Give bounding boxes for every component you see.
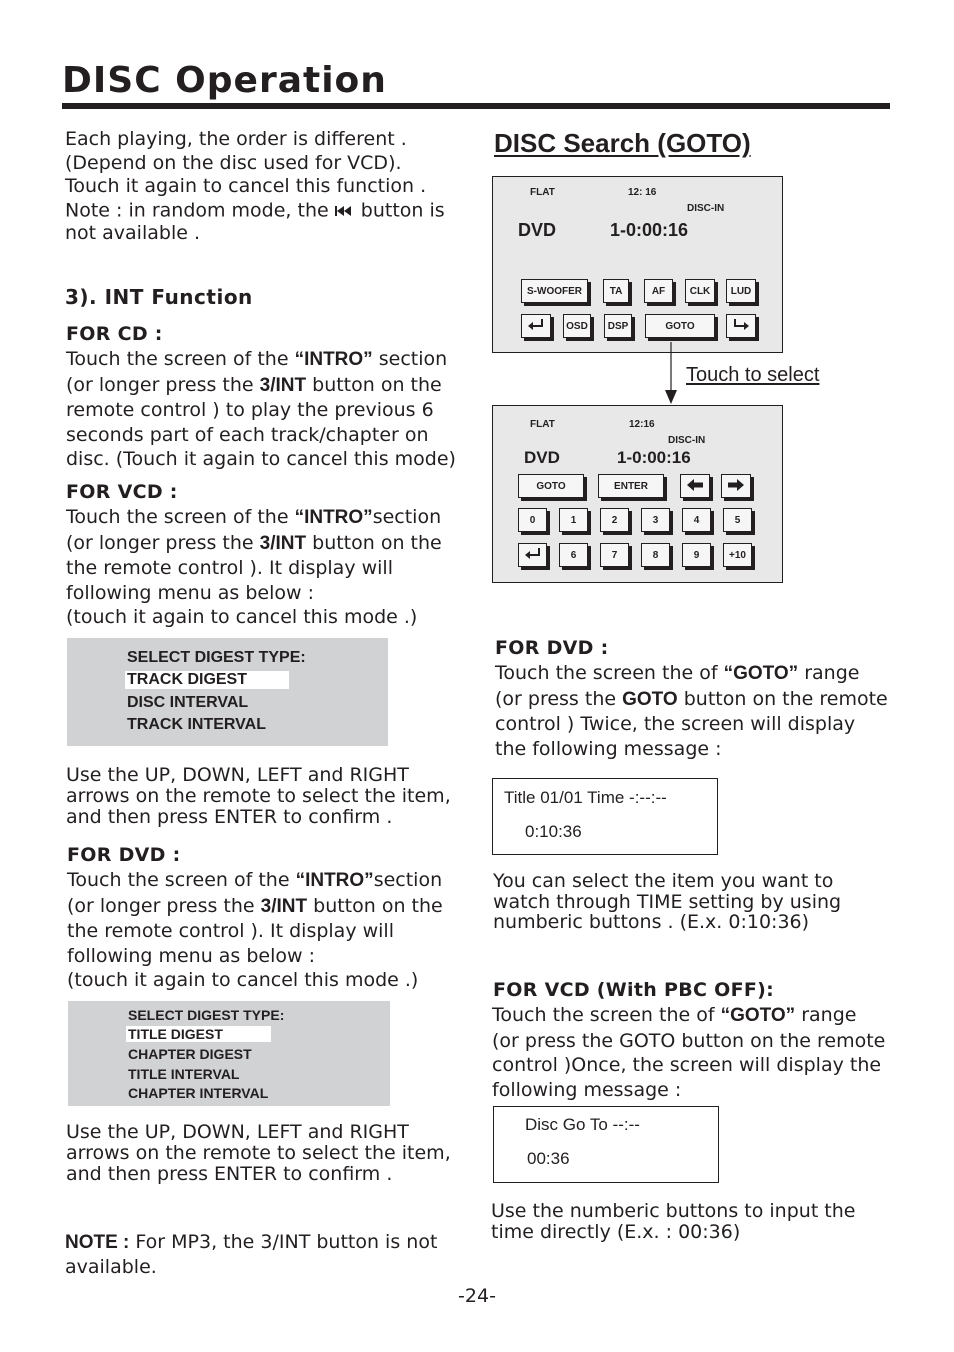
page-number: -24- <box>458 1285 496 1307</box>
text-line: Use the UP, DOWN, LEFT and RIGHT <box>66 1121 409 1143</box>
text-line: following message : <box>492 1078 682 1101</box>
flat-indicator: FLAT <box>530 419 555 430</box>
text-line: and then press ENTER to confirm . <box>66 806 393 828</box>
return-button[interactable] <box>518 543 547 567</box>
text-line: arrows on the remote to select the item, <box>66 785 451 807</box>
menu-item[interactable]: TRACK INTERVAL <box>127 716 266 733</box>
text-line: Each playing, the order is different . <box>65 128 407 150</box>
menu-item[interactable]: CHAPTER INTERVAL <box>128 1085 269 1101</box>
text-line: following menu as below : <box>66 581 314 604</box>
dvd-goto-message-box <box>492 778 718 855</box>
message-line: Disc Go To --:-- <box>525 1115 640 1134</box>
clock-readout: 12: 16 <box>628 187 657 198</box>
message-line: 0:10:36 <box>525 822 582 841</box>
text-line: (touch it again to cancel this mode .) <box>66 606 418 628</box>
return-button[interactable] <box>521 314 551 338</box>
vcd-goto-message-box <box>493 1106 719 1183</box>
text-line: time directly (E.x. : 00:36) <box>491 1221 741 1243</box>
text-line: and then press ENTER to confirm . <box>66 1163 393 1185</box>
message-line: Title 01/01 Time -:--:-- <box>504 788 667 807</box>
goto-dvd-after-paragraph <box>493 871 841 933</box>
dvd-after-paragraph <box>66 1122 451 1185</box>
title-rule <box>62 103 890 109</box>
enter-button[interactable]: ENTER <box>598 474 664 498</box>
text-line: (or longer press the 3/INT button on the <box>66 373 442 396</box>
lud-button[interactable]: LUD <box>726 279 756 303</box>
mode-readout: DVD <box>524 448 560 467</box>
text-line: numberic buttons . (E.x. 0:10:36) <box>493 911 810 933</box>
control-screen-2 <box>492 405 783 583</box>
menu-item[interactable]: TITLE INTERVAL <box>128 1066 240 1082</box>
for-vcd-heading: FOR VCD : <box>66 481 178 503</box>
text-line: You can select the item you want to <box>493 870 834 892</box>
next-page-button[interactable] <box>726 314 756 338</box>
time-readout: 1-0:00:16 <box>610 220 689 240</box>
text-line: control ) Twice, the screen will display <box>495 713 856 735</box>
digit-4-button[interactable]: 4 <box>682 508 711 532</box>
goto-dvd-heading: FOR DVD : <box>495 637 609 659</box>
vcd-digest-menu <box>67 638 388 746</box>
digit-7-button[interactable]: 7 <box>600 543 629 567</box>
page-title: DISC Operation <box>62 60 387 101</box>
vcd-after-paragraph <box>66 765 451 828</box>
intro-paragraph <box>65 128 445 246</box>
text-line: the remote control ). It display will <box>67 920 394 942</box>
text-line: Note : in random mode, the button is <box>65 198 445 221</box>
right-arrow-icon <box>727 478 745 495</box>
digit-1-button[interactable]: 1 <box>559 508 588 532</box>
goto-vcd-heading: FOR VCD (With PBC OFF): <box>493 979 775 1001</box>
text-line: (Depend on the disc used for VCD). <box>65 151 402 174</box>
note-label: NOTE : <box>65 1232 130 1253</box>
message-line: 00:36 <box>527 1149 570 1168</box>
text-line: arrows on the remote to select the item, <box>66 1142 451 1164</box>
return-arrow-icon <box>524 547 542 564</box>
control-screen-1 <box>492 176 783 353</box>
text-line: available. <box>65 1256 157 1278</box>
menu-title: SELECT DIGEST TYPE: <box>128 1007 285 1023</box>
ta-button[interactable]: TA <box>603 279 629 303</box>
text-line: Touch the screen the of “GOTO” range <box>495 662 860 684</box>
for-dvd-paragraph <box>67 868 443 993</box>
for-dvd-heading: FOR DVD : <box>67 844 181 866</box>
text-line: (or longer press the 3/INT button on the <box>67 894 443 917</box>
text-line: (touch it again to cancel this mode .) <box>67 969 419 991</box>
goto-vcd-paragraph <box>492 1003 885 1102</box>
s-woofer-button[interactable]: S-WOOFER <box>521 279 588 303</box>
text-line: following menu as below : <box>67 944 315 967</box>
touch-to-select-label: Touch to select <box>686 364 820 386</box>
disc-search-title: DISC Search (GOTO) <box>494 128 751 158</box>
dvd-digest-menu <box>68 1001 390 1106</box>
flat-indicator: FLAT <box>530 187 555 198</box>
goto-button[interactable]: GOTO <box>645 314 715 338</box>
digit-0-button[interactable]: 0 <box>518 508 547 532</box>
for-vcd-paragraph <box>66 505 442 630</box>
mode-readout: DVD <box>518 220 557 240</box>
goto-vcd-after-paragraph <box>491 1201 856 1243</box>
text-line: seconds part of each track/chapter on <box>66 423 429 446</box>
text-line: watch through TIME setting by using <box>493 890 842 913</box>
for-cd-heading: FOR CD : <box>66 323 163 345</box>
left-arrow-button[interactable] <box>680 474 710 498</box>
right-arrow-button[interactable] <box>721 474 751 498</box>
time-readout: 1-0:00:16 <box>617 448 691 467</box>
menu-title: SELECT DIGEST TYPE: <box>127 649 306 666</box>
goto-dvd-paragraph <box>495 661 888 761</box>
digit-5-button[interactable]: 5 <box>723 508 752 532</box>
text-line: the remote control ). It display will <box>66 557 393 579</box>
text-line: (or longer press the 3/INT button on the <box>66 531 442 554</box>
text-line: not available . <box>65 222 200 245</box>
clock-readout: 12:16 <box>629 419 655 430</box>
menu-item-selected[interactable]: TITLE DIGEST <box>126 1026 271 1042</box>
for-cd-paragraph <box>66 347 456 472</box>
digit-6-button[interactable]: 6 <box>559 543 588 567</box>
text-line: Touch it again to cancel this function . <box>65 175 427 197</box>
text-line: control )Once, the screen will display the <box>492 1054 882 1076</box>
return-arrow-icon <box>527 318 545 335</box>
connector-arrow-icon <box>663 342 679 406</box>
text-line: NOTE : For MP3, the 3/INT button is not <box>65 1231 438 1253</box>
text-line: Touch the screen of the “INTRO”section <box>67 869 443 891</box>
osd-button[interactable]: OSD <box>563 314 591 338</box>
left-arrow-icon <box>686 478 704 495</box>
menu-item-selected[interactable]: TRACK DIGEST <box>125 671 289 689</box>
int-function-heading: 3). INT Function <box>65 285 253 309</box>
digit-8-button[interactable]: 8 <box>641 543 670 567</box>
text-line: disc. (Touch it again to cancel this mode) <box>66 448 456 470</box>
digit-9-button[interactable]: 9 <box>682 543 711 567</box>
menu-item[interactable]: CHAPTER DIGEST <box>128 1046 252 1062</box>
text-line: the following message : <box>495 737 722 760</box>
text-line: Touch the screen of the “INTRO” section <box>66 348 448 370</box>
text-line: (or press the GOTO button on the remote <box>495 687 888 710</box>
previous-track-icon <box>335 199 355 223</box>
text-line: (or press the GOTO button on the remote <box>492 1029 886 1052</box>
goto-button[interactable]: GOTO <box>518 474 584 498</box>
menu-item[interactable]: DISC INTERVAL <box>127 694 249 711</box>
digit-2-button[interactable]: 2 <box>600 508 629 532</box>
af-button[interactable]: AF <box>644 279 673 303</box>
disc-in-indicator: DISC-IN <box>668 435 706 446</box>
note-paragraph <box>65 1230 437 1279</box>
plus-10-button[interactable]: +10 <box>723 543 752 567</box>
disc-in-indicator: DISC-IN <box>687 203 725 214</box>
text-line: Touch the screen the of “GOTO” range <box>492 1004 857 1026</box>
text-line: remote control ) to play the previous 6 <box>66 399 434 421</box>
corner-arrow-icon <box>732 318 750 335</box>
clk-button[interactable]: CLK <box>685 279 715 303</box>
text-line: Use the numberic buttons to input the <box>491 1200 856 1222</box>
text-line: Touch the screen of the “INTRO”section <box>66 506 442 528</box>
text-line: Use the UP, DOWN, LEFT and RIGHT <box>66 764 409 786</box>
digit-3-button[interactable]: 3 <box>641 508 670 532</box>
dsp-button[interactable]: DSP <box>604 314 632 338</box>
